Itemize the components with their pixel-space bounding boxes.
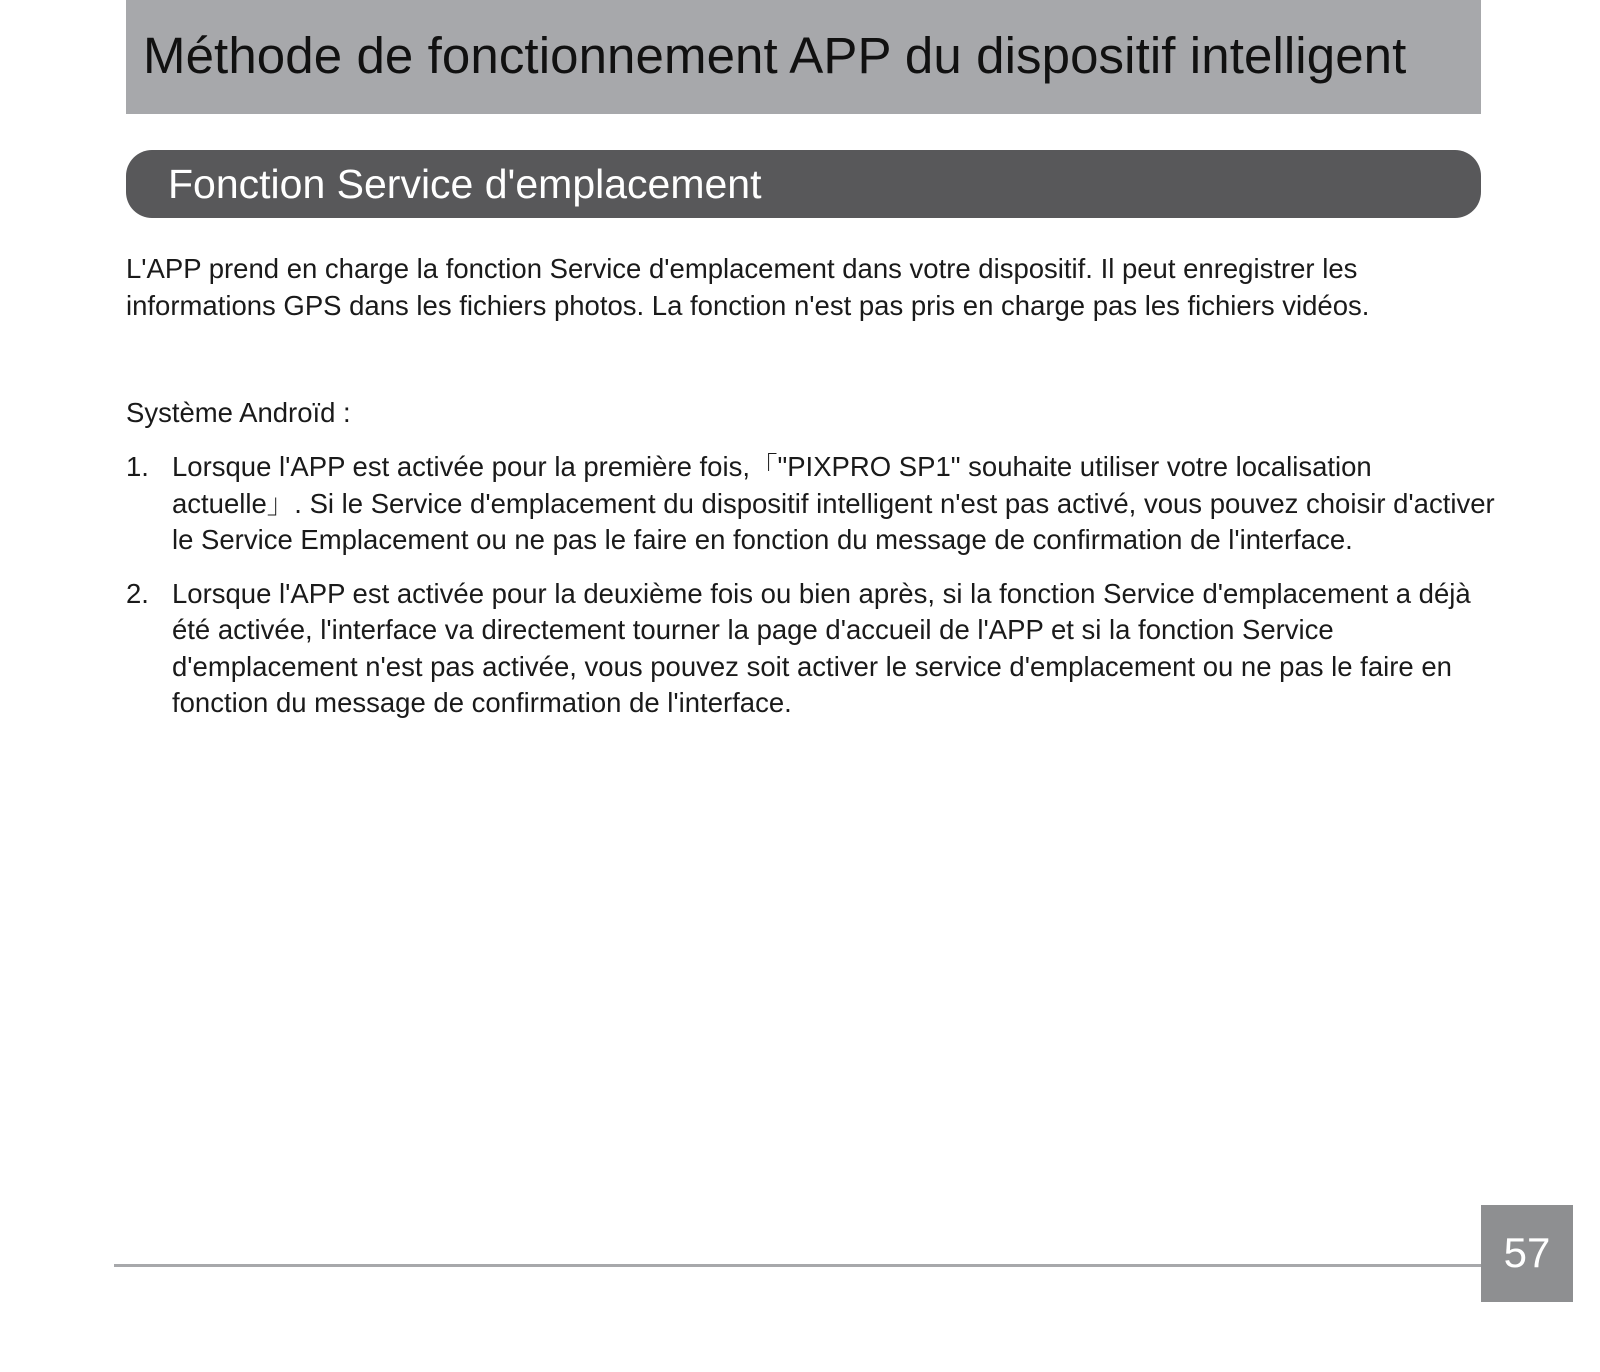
step-text: Lorsque l'APP est activée pour la première fois,「"PIXPRO SP1" souhaite utiliser votre localisation actuelle」. Si le Service d'emplacement du dispositif intelligent n'est pas activé, vous pouvez choisir d'activer le Service Emplacement ou ne pas le faire en fonction du message de confirmation de l'interface.	[172, 451, 1495, 555]
section-bar	[126, 150, 1481, 218]
step-number: 1.	[126, 451, 149, 482]
step-number: 2.	[126, 577, 149, 609]
step-text: Lorsque l'APP est activée pour la deuxième fois ou bien après, si la fonction Service d'emplacement a déjà été activée, l'interface va directement tourner la page d'accueil de l'APP et si la fonction Service d'emplacement n'est pas activée, vous pouvez soit activer le service d'emplacement ou ne pas le faire en fonction du message de confirmation de l'interface.	[172, 577, 1471, 718]
android-system-label: Système Androïd :	[126, 397, 351, 428]
header-band	[126, 0, 1481, 114]
footer-divider	[114, 1264, 1481, 1267]
steps-list	[126, 449, 1496, 739]
list-item	[126, 449, 1496, 559]
list-item	[126, 576, 1496, 722]
page-number-box	[1481, 1205, 1573, 1302]
page-title: Méthode de fonctionnement APP du dispositif intelligent	[143, 26, 1407, 84]
section-title: Fonction Service d'emplacement	[168, 160, 762, 207]
page-number: 57	[1503, 1228, 1551, 1276]
intro-paragraph: L'APP prend en charge la fonction Service d'emplacement dans votre dispositif. Il peut enregistrer les informations GPS dans les fichiers photos. La fonction n'est pas pris en charge pas les fichiers vidéos.	[126, 253, 1370, 321]
